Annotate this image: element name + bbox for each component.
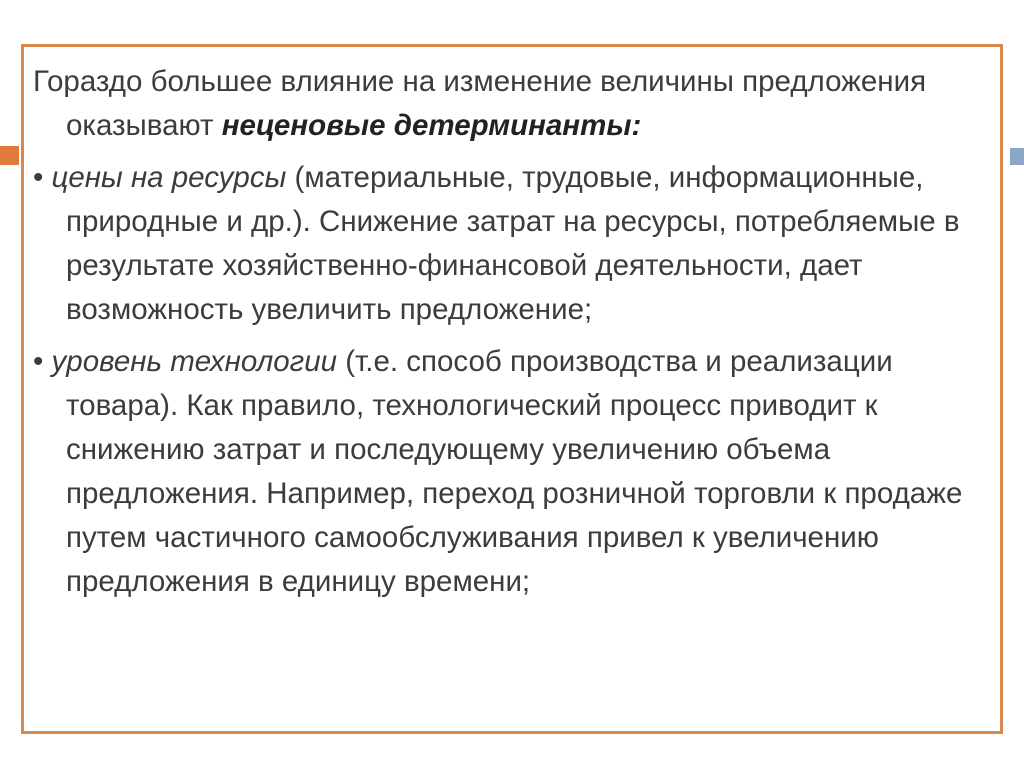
bullet-marker: • [33, 161, 52, 194]
decor-accent-left [0, 146, 19, 165]
slide-text-frame [21, 44, 1003, 734]
bullet-term: уровень технологии [51, 345, 338, 378]
bullet-term: цены на ресурсы [51, 161, 287, 194]
bullet-text: (материальные, трудовые, информационные, природные и др.). Снижение затрат на ресурсы, потребляемые в результате хозяйственно-финансовой деятельности, дает возможность увеличить предложение; [66, 161, 960, 326]
intro-paragraph [33, 60, 994, 148]
slide-body [33, 60, 994, 604]
decor-accent-right [1010, 148, 1024, 165]
intro-text: Гораздо большее влияние на изменение величины предложения оказывают [33, 65, 927, 142]
bullet-marker: • [33, 345, 52, 378]
bullet-text: (т.е. способ производства и реализации товара). Как правило, технологический процесс приводит к снижению затрат и последующему увеличению объема предложения. Например, переход розничной торговли к продаже путем частичного самообслуживания привел к увеличению предложения в единицу времени; [66, 345, 963, 598]
bullet-technology-level [33, 340, 994, 604]
intro-emphasis: неценовые детерминанты: [221, 109, 642, 142]
bullet-resource-prices [33, 156, 994, 332]
